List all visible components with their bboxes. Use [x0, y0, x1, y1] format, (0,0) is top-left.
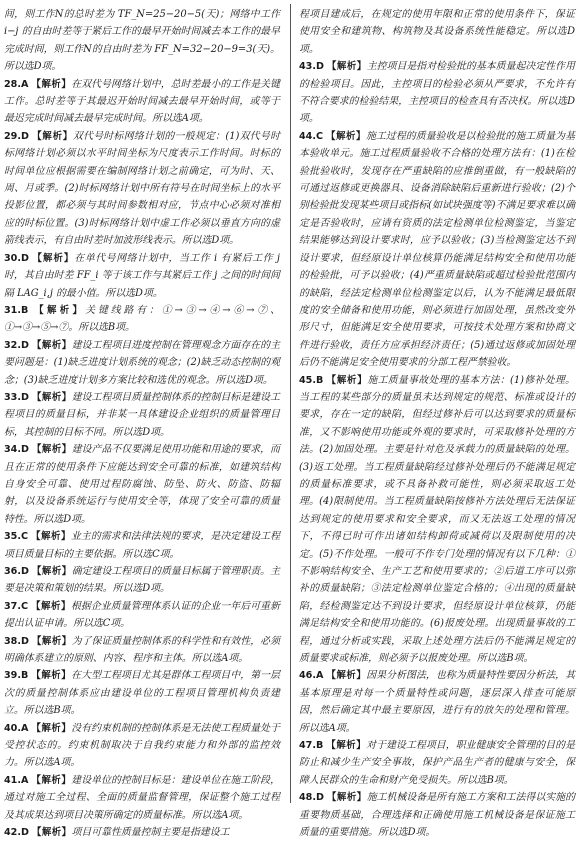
analysis-tag: 【解析】	[326, 61, 367, 73]
answer-letter: D	[316, 792, 324, 804]
answer-entry-continued	[299, 6, 575, 58]
explanation-text: 确定建设工程项目的质量目标属于管理职责。主要是决策和策划的结果。所以选D项。	[4, 566, 280, 595]
answer-letter: A	[21, 722, 29, 734]
explanation-text: 主控项目是指对检验批的基本质量起决定性作用的检验项目。因此，主控项目的检验必须从严要求，不允许有不符合要求的检验结果，主控项目的检查具有否决权。所以选D项。	[299, 61, 575, 125]
explanation-text: 对于建设工程项目，职业健康安全管理的目的是防止和减少生产安全事故，保护产品生产者的健康与安全，保障人民群众的生命和财产免受损失。所以选B项。	[299, 740, 575, 786]
answer-entry-34	[4, 441, 280, 528]
explanation-text: 因果分析图法，也称为质量特性要因分析法，其基本原理是对每一个质量特性或问题，逐层深入排查可能原因，然后确定其中最主要原因，进行有的放矢的处理和管理。所以选A项。	[299, 670, 575, 734]
analysis-tag: 【解析】	[31, 722, 72, 734]
explanation-text: 施工机械设备是所有施工方案和工法得以实施的重要物质基础，合理选择和正确使用施工机械设备是保证施工质量的重要措施。所以选D项。	[299, 792, 575, 839]
answer-entry-47	[299, 737, 575, 789]
question-number: 36.	[4, 566, 21, 577]
answer-letter: C	[21, 531, 29, 543]
answer-letter: B	[21, 304, 29, 316]
question-number: 30.	[4, 252, 21, 264]
answer-letter: D	[21, 566, 29, 577]
answer-entry-40	[4, 720, 280, 772]
explanation-text: 在单代号网络计划中，当工作 i 有紧后工作 j 时，其自由时差 FF_i 等于该工作与其紧后工作 j 之间的时间间隔 LAG_i,j 的最小值。所以选D项。	[4, 252, 280, 299]
question-number: 48.	[299, 792, 316, 804]
question-number: 43.	[299, 61, 316, 73]
answer-letter: A	[316, 670, 324, 682]
answer-entry-35	[4, 528, 280, 563]
question-number: 46.	[299, 670, 316, 682]
explanation-text: 建设单位的控制目标是：建设单位在施工阶段，通过对施工全过程、全面的质量监督管理，保证整个施工过程及其成果达到项目决策所确定的质量标准。所以选A项。	[4, 774, 280, 821]
answer-entry-33	[4, 389, 280, 441]
question-number: 32.	[4, 339, 21, 351]
answer-letter: A	[21, 774, 29, 786]
question-number: 41.	[4, 774, 21, 786]
explanation-text: 项目可靠性质量控制主要是指建设工	[71, 827, 230, 839]
explanation-text: 在大型工程项目尤其是群体工程项目中，第一层次的质量控制体系应由建设单位的工程项目管理机构负责建立。所以选B项。	[4, 670, 280, 717]
answer-entry-38	[4, 633, 280, 668]
right-column	[299, 6, 575, 839]
analysis-tag: 【解析】	[31, 635, 72, 647]
analysis-tag: 【解析】	[31, 600, 71, 612]
answer-entry-44	[299, 128, 575, 372]
explanation-text: 根据企业质量管理体系认证的企业一年后可重新提出认证申请。所以选C项。	[4, 600, 280, 630]
answer-entry-39	[4, 667, 280, 719]
answer-entry-29	[4, 128, 280, 250]
answer-entry-46	[299, 667, 575, 737]
question-number: 39.	[4, 670, 21, 682]
answer-entry-continued	[4, 6, 280, 76]
question-number: 37.	[4, 600, 21, 612]
analysis-tag: 【解析】	[326, 670, 367, 682]
answer-entry-36	[4, 563, 280, 598]
analysis-tag: 【解析】	[31, 339, 72, 351]
answer-letter: C	[316, 130, 324, 142]
explanation-text: 建设产品不仅要满足使用功能和用途的要求，而且在正常的使用条件下应能达到安全可靠的标准，如建筑结构自身安全可靠、使用过程防腐蚀、防坠、防火、防盗、防辐射，以及设备系统运行与使用安全等，体现了安全可靠的质量特性。所以选D项。	[4, 444, 280, 525]
left-column	[4, 6, 280, 839]
answer-letter: D	[21, 444, 29, 456]
answer-letter: B	[21, 670, 29, 682]
analysis-tag: 【解析】	[31, 78, 72, 90]
analysis-tag: 【解析】	[31, 670, 72, 682]
explanation-text: 业主的需求和法律法规的要求，是决定建设工程项目质量目标的主要依据。所以选C项。	[4, 531, 280, 560]
analysis-tag: 【解析】	[31, 391, 72, 403]
answer-letter: D	[316, 61, 324, 73]
explanation-text: 关键线路有：①→③→④→⑥→⑦、①→③→⑤→⑦。所以选B项。	[4, 304, 280, 334]
answer-entry-28	[4, 76, 280, 128]
explanation-text: 没有约束机制的控制体系是无法使工程质量处于受控状态的。约束机制取决于自我约束能力和外部的监控效力。所以选A项。	[4, 722, 280, 769]
explanation-text: 建设工程项目进度控制在管理观念方面存在的主要问题是：(1)缺乏进度计划系统的观念；(2)缺乏动态控制的观念；(3)缺乏进度计划多方案比较和选优的观念。所以选D项。	[4, 339, 280, 386]
question-number: 35.	[4, 531, 21, 543]
analysis-tag: 【解析】	[326, 740, 367, 752]
answer-entry-43	[299, 58, 575, 128]
explanation-text: 间，则工作N的总时差为 TF_N=25−20−5(天)；网络中工作 i−j 的自由时差等于紧后工作的最早开始时间减去本工作的最早完成时间，则工作N的自由时差为 FF_N=32−20−9=3(天)。所以选D项。	[4, 9, 280, 73]
explanation-text: 为了保证质量控制体系的科学性和有效性，必须明确体系建立的原则、内容、程序和主体。所以选A项。	[4, 635, 280, 665]
question-number: 40.	[4, 722, 21, 734]
answer-letter: D	[21, 827, 29, 839]
explanation-text: 双代号时标网络计划的一般规定：(1)双代号时标网络计划必须以水平时间坐标为尺度表示工作时间。时标的时间单位应根据需要在编制网络计划之前确定，可为时、天、周、月或季。(2)时标网络计划中所有符号在时间坐标上的水平投影位置，都必须与其时间参数相对应，节点中心必须对准相应的时标位置。(3)时标网络计划中虚工作必须以垂直方向的虚箭线表示，有自由时差时加波形线表示。所以选D项。	[4, 130, 280, 247]
answer-letter: D	[21, 391, 29, 403]
question-number: 42.	[4, 827, 21, 839]
answer-letter: D	[21, 130, 29, 142]
explanation-text: 在双代号网络计划中，总时差最小的工作是关键工作。总时差等于其最迟开始时间减去最早开始时间，或等于最迟完成时间减去最早完成时间。所以选A项。	[4, 78, 280, 125]
answer-entry-42	[4, 824, 280, 841]
answer-letter: A	[21, 78, 29, 90]
answer-entry-30	[4, 250, 280, 302]
question-number: 29.	[4, 130, 21, 142]
answer-entry-48	[299, 789, 575, 841]
question-number: 45.	[299, 374, 316, 386]
answer-letter: B	[316, 374, 324, 386]
answer-letter: B	[316, 740, 324, 752]
analysis-tag: 【解析】	[31, 444, 72, 456]
analysis-tag: 【解析】	[31, 827, 72, 839]
question-number: 44.	[299, 130, 316, 142]
answer-letter: D	[21, 635, 29, 647]
explanation-text: 施工过程的质量验收是以检验批的施工质量为基本验收单元。施工过程质量验收不合格的处理方法有：(1)在检验批验收时，发现存在严重缺陷的应推倒重做，有一般缺陷的可通过返修或更换器具、设备消除缺陷后重新进行验收；(2)个别检验批发现某些项目或指标(如试块强度等)不满足要求难以确定是否验收时，应请有资质的法定检测单位检测鉴定，当鉴定结果能够达到设计要求时，应予以验收；(3)当检测鉴定达不到设计要求，但经原设计单位核算仍能满足结构安全和使用功能的检验批，可予以验收；(4)严重质量缺陷或超过检验批范围内的缺陷，经法定检测单位检测鉴定以后，认为不能满足最低限度的安全储备和使用功能，则必须进行加固处理，虽然改变外形尺寸，但能满足安全使用要求，可按技术处理方案和协商文件进行验收，责任方应承担经济责任；(5)通过返修或加固处理后仍不能满足安全使用要求的分部工程严禁验收。	[299, 130, 575, 369]
explanation-text: 建设工程项目质量控制体系的控制目标是建设工程项目的质量目标，并非某一具体建设企业组织的质量管理目标，其控制的目标不同。所以选D项。	[4, 391, 280, 438]
analysis-tag: 【解析】	[326, 130, 366, 142]
question-number: 47.	[299, 740, 316, 752]
question-number: 34.	[4, 444, 21, 456]
answer-entry-41	[4, 772, 280, 824]
answer-letter: D	[21, 339, 29, 351]
question-number: 31.	[4, 304, 21, 316]
analysis-tag: 【解析】	[31, 130, 73, 142]
question-number: 33.	[4, 391, 21, 403]
answer-entry-45	[299, 372, 575, 668]
analysis-tag: 【解析】	[31, 252, 75, 264]
answer-entry-31	[4, 302, 280, 337]
answer-letter: C	[21, 600, 29, 612]
question-number: 38.	[4, 635, 21, 647]
explanation-text: 施工质量事故处理的基本方法：(1)修补处理。当工程的某些部分的质量虽未达到规定的规范、标准或设计的要求，存在一定的缺陷，但经过修补后可以达到要求的质量标准，又不影响使用功能或外观的要求时，可采取修补处理的方法。(2)加固处理。主要是针对危及承载力的质量缺陷的处理。(3)返工处理。当工程质量缺陷经过修补处理后仍不能满足规定的质量标准要求，或不具备补救可能性，则必须采取返工处理。(4)限制使用。当工程质量缺陷按修补方法处理后无法保证达到规定的使用要求和安全要求，而又无法返工处理的情况下，不得已时可作出诸如结构卸荷或减荷以及限制使用的决定。(5)不作处理。一般可不作专门处理的情况有以下几种：①不影响结构安全、生产工艺和使用要求的；②后道工序可以弥补的质量缺陷；③法定检测单位鉴定合格的；④出现的质量缺陷，经检测鉴定达不到设计要求，但经原设计单位核算，仍能满足结构安全和使用功能的。(6)报废处理。出现质量事故的工程，通过分析或实践，采取上述处理方法后仍不能满足规定的质量要求或标准，则必须予以报废处理。所以选B项。	[299, 374, 575, 665]
analysis-tag: 【解析】	[31, 774, 72, 786]
analysis-tag: 【解析】	[326, 792, 367, 804]
answer-entry-32	[4, 337, 280, 389]
column-divider	[290, 4, 291, 803]
answer-entry-37	[4, 598, 280, 633]
analysis-tag: 【解析】	[31, 531, 71, 543]
analysis-tag: 【解析】	[326, 374, 368, 386]
analysis-tag: 【解析】	[31, 304, 86, 316]
explanation-text: 程项目建成后，在规定的使用年限和正常的使用条件下，保证使用安全和建筑物、构筑物及其设备系统性能稳定。所以选D项。	[299, 9, 575, 55]
question-number: 28.	[4, 78, 21, 90]
answer-letter: D	[21, 252, 29, 264]
analysis-tag: 【解析】	[31, 566, 72, 577]
